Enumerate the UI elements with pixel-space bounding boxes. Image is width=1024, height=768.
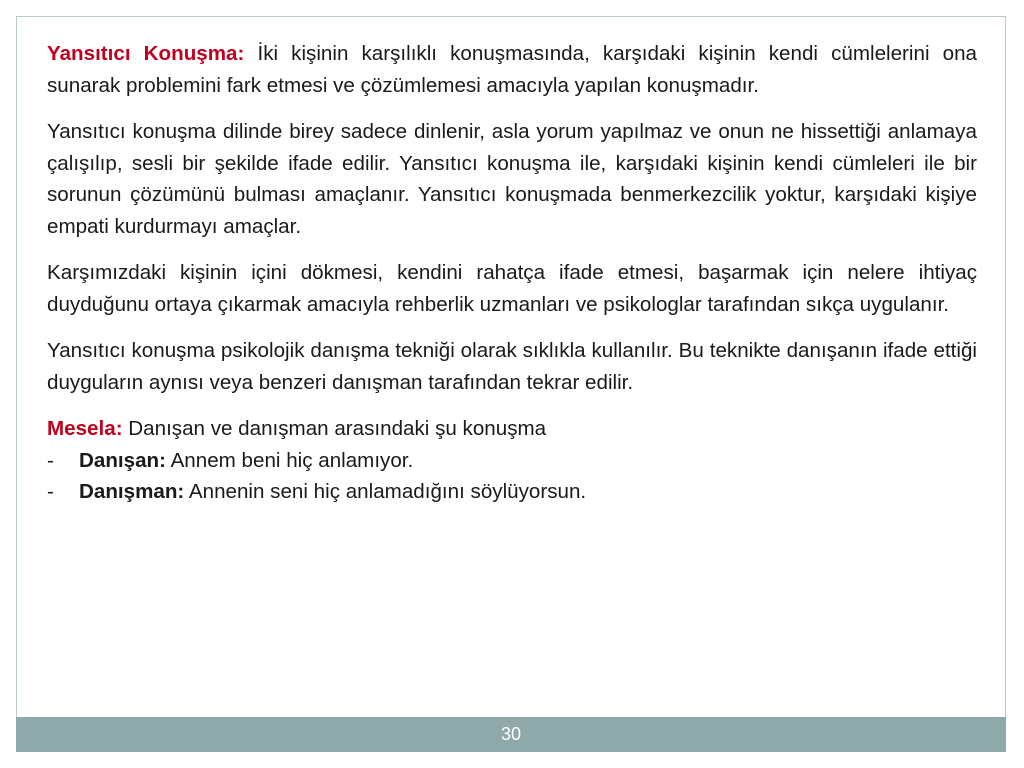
page-number: 30 [500, 724, 522, 744]
dash-bullet: - [47, 480, 54, 503]
definition-label: Yansıtıcı Konuşma: [47, 42, 245, 65]
example-intro-text: Danışan ve danışman arasındaki şu konuşma [122, 417, 547, 440]
example-intro [47, 413, 977, 445]
paragraph-definition [47, 38, 977, 101]
paragraph-technique: Yansıtıcı konuşma psikolojik danışma tekniği olarak sıklıkla kullanılır. Bu teknikte danışanın ifade ettiği duyguların aynısı veya benzeri danışman tarafından tekrar edilir. [47, 339, 977, 394]
dash-bullet: - [47, 448, 54, 472]
dialogue-line-counselor [47, 476, 977, 508]
definition-text: İki kişinin karşılıklı konuşmasında, karşıdaki kişinin kendi cümlelerini ona sunarak problemini fark etmesi ve çözümlemesi amacıyla yapılan konuşmadır. [47, 42, 977, 97]
speaker-client: Danışan: [79, 448, 166, 472]
slide-content [47, 38, 977, 508]
dialogue-line-client [47, 445, 977, 477]
speaker-counselor: Danışman: [79, 480, 185, 503]
example-block [47, 413, 977, 508]
paragraph-usage: Karşımızdaki kişinin içini dökmesi, kendini rahatça ifade etmesi, başarmak için nelere ihtiyaç duyduğunu ortaya çıkarmak amacıyla rehberlik uzmanları ve psikologlar tarafından sıkça uygulanır. [47, 261, 977, 316]
speaker-counselor-text: Annenin seni hiç anlamadığını söylüyorsun. [184, 480, 587, 503]
footer-bar [16, 717, 1006, 752]
speaker-client-text: Annem beni hiç anlamıyor. [165, 448, 414, 472]
example-label: Mesela: [47, 417, 123, 440]
paragraph-description: Yansıtıcı konuşma dilinde birey sadece dinlenir, asla yorum yapılmaz ve onun ne hissettiği anlamaya çalışılıp, sesli bir şekilde ifade edilir. Yansıtıcı konuşma ile, karşıdaki kişinin kendi cümleleri ile bir sorunun çözümünü bulması amaçlanır. Yansıtıcı konuşmada benmerkezcilik yoktur, karşıdaki kişiye empati kurdurmayı amaçlar. [47, 120, 977, 238]
